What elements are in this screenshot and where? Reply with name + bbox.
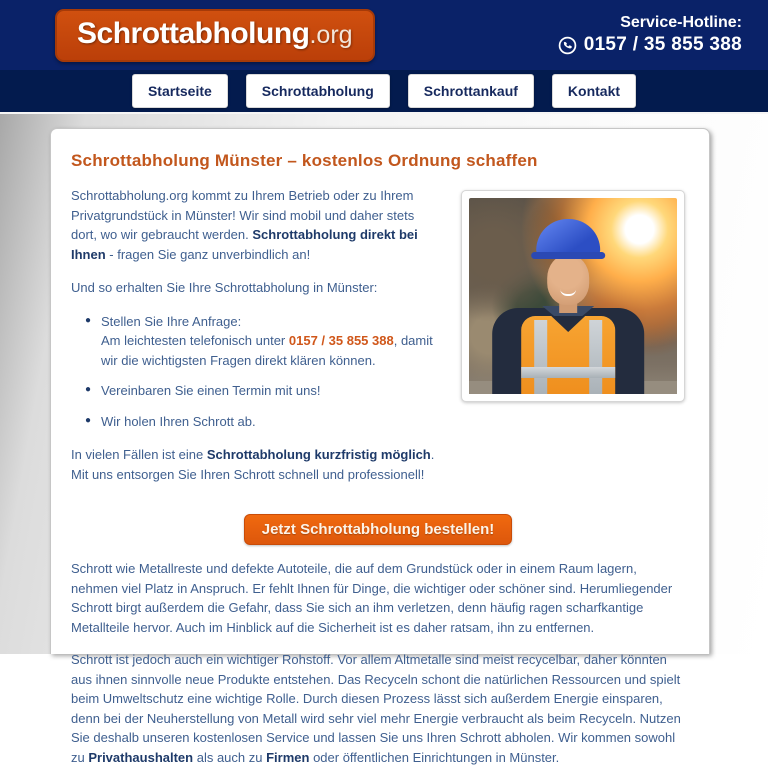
list-intro: Und so erhalten Sie Ihre Schrottabholung in Münster:	[71, 280, 378, 295]
intro-paragraph: Schrottabholung.org kommt zu Ihrem Betrieb oder zu Ihrem Privatgrundstück in Münster! Wir sind mobil und daher stets dort, wo wir gebraucht werden. Schrottabholung direkt bei Ihnen - fragen Sie ganz unverbindlich an!	[71, 188, 418, 262]
logo-tld-text: .org	[309, 20, 353, 49]
site-logo[interactable]	[55, 9, 375, 62]
order-pickup-button[interactable]: Jetzt Schrottabholung bestellen!	[244, 514, 513, 545]
content-card	[50, 128, 710, 765]
logo-brand-text: Schrottabholung	[77, 16, 310, 50]
service-hotline	[558, 14, 742, 56]
worker-figure	[488, 219, 648, 394]
worker-photo-frame	[461, 190, 685, 402]
site-header	[0, 0, 768, 70]
nav-item-startseite[interactable]: Startseite	[132, 74, 228, 108]
nav-item-schrottabholung[interactable]: Schrottabholung	[246, 74, 390, 108]
vest-collar-v	[551, 316, 585, 332]
page-background	[0, 114, 768, 765]
note-paragraph: In vielen Fällen ist eine Schrottabholung kurzfristig möglich. Mit uns entsorgen Sie Ihren Schrott schnell und professionell!	[71, 447, 435, 482]
list-item: ● Stellen Sie Ihre Anfrage: Am leichtesten telefonisch unter 0157 / 35 855 388, damit wir die wichtigsten Fragen direkt klären können.	[85, 312, 443, 371]
vest-reflective-stripe	[534, 320, 547, 394]
page-title: Schrottabholung Münster – kostenlos Ordnung schaffen	[71, 151, 538, 170]
nav-item-schrottankauf[interactable]: Schrottankauf	[408, 74, 534, 108]
worker-face	[547, 255, 589, 305]
hotline-label: Service-Hotline:	[620, 14, 742, 31]
hard-hat-brim	[531, 252, 605, 259]
hotline-number[interactable]: 0157 / 35 855 388	[583, 34, 742, 55]
info-paragraph-recycling: Schrott ist jedoch auch ein wichtiger Rohstoff. Vor allem Altmetalle sind meist recycelbar, daher könnten aus ihnen sinnvolle neue Produkte entstehen. Das Recyceln schont die natürlichen Ressourcen und spielt beim Umweltschutz eine wichtige Rolle. Durch diesen Prozess lässt sich außerdem Energie einsparen, denn bei der Neuherstellung von Metall wird sehr viel mehr Energie verbraucht als beim Recyceln. Nutzen Sie deshalb unseren kostenlosen Service und lassen Sie uns Ihren Schrott abholen. Wir kommen sowohl zu Privathaushalten als auch zu Firmen oder öffentlichen Einrichtungen in Münster.	[71, 652, 681, 765]
steps-list	[85, 312, 443, 432]
list-item: ● Vereinbaren Sie einen Termin mit uns!	[85, 381, 443, 401]
nav-item-kontakt[interactable]: Kontakt	[552, 74, 636, 108]
list-item: ● Wir holen Ihren Schrott ab.	[85, 412, 443, 432]
info-paragraph-safety: Schrott wie Metallreste und defekte Autoteile, die auf dem Grundstück oder in einem Raum lagern, nehmen viel Platz in Anspruch. Er fehlt Ihnen für Dinge, die wichtiger oder schöner sind. Herumliegender Schrott birgt außerdem die Gefahr, dass Sie sich an ihm verletzen, denn häufig ragen scharfkantige Metallteile hervor. Auch im Hinblick auf die Sicherheit ist es daher ratsam, ihn zu entfernen.	[71, 561, 673, 635]
worker-scrapyard-photo	[469, 198, 677, 394]
blue-hard-hat	[536, 219, 600, 255]
phone-in-circle-icon	[558, 36, 577, 55]
vest-reflective-stripe	[589, 320, 602, 394]
main-navigation	[0, 70, 768, 114]
vest-reflective-stripe	[521, 367, 615, 378]
worker-safety-vest	[521, 316, 615, 394]
